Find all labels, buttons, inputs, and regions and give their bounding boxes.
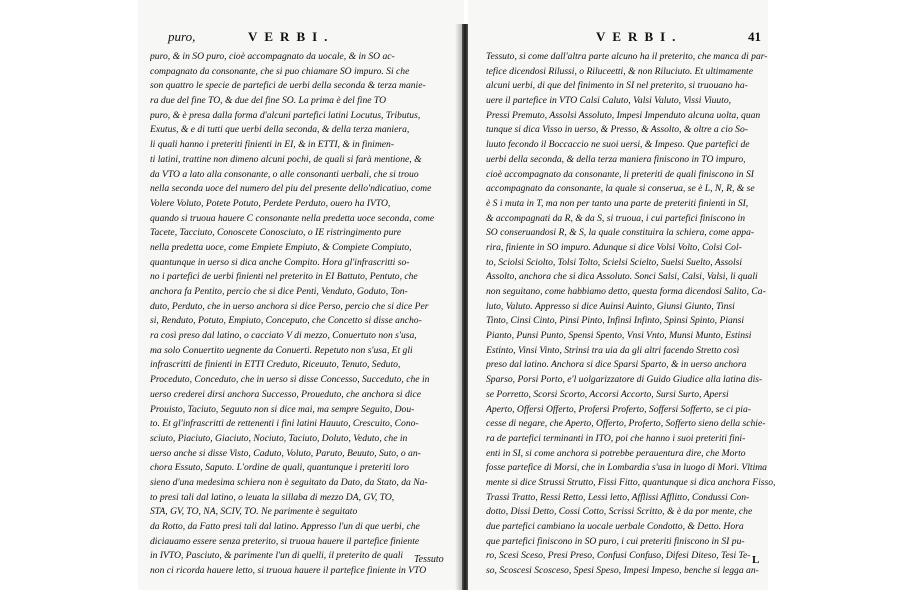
text-line: Sparso, Porsi Porto, e'l uolgarizzatore di Guido Giudice alla latina dis- bbox=[486, 374, 763, 386]
text-line: nella predetta uoce, come Empiete Empiuto, & Compiete Compiuto, bbox=[150, 241, 412, 253]
text-line: preso dal latino. Anchora si dice Sparsi Sparto, & in uerso anchora bbox=[486, 359, 747, 371]
text-line: luuto fecondo il Boccaccio ne suoi uersi, & Impeso. Que partefici de bbox=[486, 139, 750, 151]
text-line: to presi tali dal latino, o leuata la sillaba di mezzo DA, GV, TO, bbox=[150, 491, 395, 503]
text-line: Assolto, anchora che si dica Assoluto. Sonci Salsi, Calsi, Valsi, li quali bbox=[486, 271, 758, 283]
text-line: enti in SI, si come anchora si potrebbe perauentura dire, che Morto bbox=[486, 447, 746, 459]
text-line: Trassi Tratto, Ressi Retto, Lessi letto, Afflissi Afflitto, Condussi Con- bbox=[486, 491, 750, 503]
text-line: tefice dicendosi Rilussi, o Riluceetti, & non Riluciuto. Et ultimamente bbox=[486, 65, 753, 77]
text-line: ro, Scesi Sceso, Presi Preso, Confusi Confuso, Difesi Diteso, Tesi Te- bbox=[486, 550, 751, 562]
text-line: Tinto, Cinsi Cinto, Pinsi Pinto, Infinsi Infinto, Spinsi Spinto, Piansi bbox=[486, 315, 744, 327]
text-line: uerso crederei dirsi anchora Successo, Proueduto, che anchora si dice bbox=[150, 388, 421, 400]
text-line: compagnato da consonante, che si puo chiamare SO impuro. Si che bbox=[150, 65, 410, 77]
text-line: è S i muta in T, ma non per tanto una parte de preteriti finienti in SI, bbox=[486, 197, 749, 209]
text-line: uere il partefice in VTO Calsi Caluto, Valsi Valuto, Vissi Viuuto, bbox=[486, 95, 732, 107]
text-line: duto, Perduto, che in uerso anchora si dice Perso, percio che si dice Per bbox=[150, 300, 429, 312]
text-line: Volere Voluto, Potete Potuto, Perdete Perduto, ouero ha IVTO, bbox=[150, 197, 391, 209]
left-catchword: Tessuto bbox=[414, 554, 444, 565]
text-line: tunque si dica Visso in uerso, & Presso, & Assolto, & oltre a cio So- bbox=[486, 124, 748, 136]
left-page-header bbox=[138, 30, 464, 44]
text-line: Pressi Premuto, Assolsi Assoluto, Impesi Impenduto alcuna uolta, quan bbox=[486, 109, 761, 121]
text-line: puro, & in SO puro, cioè accompagnato da uocale, & in SO ac- bbox=[150, 51, 395, 62]
right-running-title: VERBI. bbox=[596, 29, 683, 44]
text-line: li quali hanno i preteriti finienti in EI, & in ETTI, & in finimen- bbox=[150, 139, 395, 151]
right-catchword: L bbox=[752, 554, 760, 566]
text-line: sciuto, Piaciuto, Giaciuto, Nociuto, Taciuto, Doluto, Veduto, che in bbox=[150, 432, 408, 444]
text-line: sieno d'una medesima schiera non è seguitato da Dato, da Stato, da Na- bbox=[150, 476, 428, 488]
text-line: son quattro le specie de partefici de uerbi della seconda & terza manie- bbox=[150, 80, 426, 92]
text-line: in IVTO, Pasciuto, & parimente l'un di quelli, il preterito de quali bbox=[150, 550, 404, 562]
text-line: quando si truoua hauere C consonante nella predetta uoce seconda, come bbox=[150, 212, 435, 224]
text-line: nella seconda uoce del numero del piu del presente dello'ndicatiuo, come bbox=[150, 183, 432, 195]
text-line: non ci ricorda hauere letto, si truoua hauere il partefice finiente in VTO bbox=[150, 565, 427, 577]
text-line: diciauamo essere senza preterito, si truoua hauere il partefice finiente bbox=[150, 535, 420, 547]
text-line: dotto, Dissi Detto, Cossi Cotto, Scrissi Scritto, & è da por mente, che bbox=[486, 506, 753, 518]
right-page-number: 41 bbox=[748, 29, 761, 44]
right-page bbox=[468, 0, 776, 590]
text-line: que partefici finiscono in SO puro, i cui preteriti finiscono in SI pu- bbox=[486, 535, 745, 547]
left-page-text bbox=[150, 50, 460, 579]
left-header-first-word: puro, bbox=[168, 29, 196, 44]
text-line: Prouisto, Taciuto, Seguuto non si dice mai, ma sempre Seguito, Dou- bbox=[150, 403, 415, 415]
text-line: luto, Valuto. Appresso si dice Auinsi Auinto, Giunsi Giunto, Tinsi bbox=[486, 300, 735, 312]
text-line: Tessuto, si come dall'altra parte alcuno ha il preterito, che manca di par- bbox=[486, 51, 768, 62]
text-line: accompagnato da consonante, la quale si conserua, se è L, N, R, & se bbox=[486, 183, 755, 195]
text-line: ma solo Conuertito uegnente da Conuerti. Repetuto non s'usa, Et gli bbox=[150, 344, 413, 356]
left-running-title: VERBI. bbox=[248, 29, 335, 44]
text-line: non seguitano, come habbiamo detto, questa forma dicendosi Salito, Ca- bbox=[486, 286, 766, 297]
text-line: ti latini, trattine non dimeno alcuni pochi, de quali si farà mentione, & bbox=[150, 153, 422, 165]
text-line: fosse partefice di Morsi, che in Lombardia s'usa in luogo di Mori. Vltima bbox=[486, 462, 767, 474]
text-line: Pianto, Punsi Punto, Spensi Spento, Vnsi Vnto, Munsi Munto, Estinsi bbox=[486, 330, 752, 342]
spine-shadow bbox=[455, 24, 462, 590]
text-line: Proceduto, Conceduto, che in uerso si disse Concesso, Succeduto, che in bbox=[150, 374, 430, 386]
text-line: mente si dice Strussi Strutto, Fissi Fitto, quantunque si dica anchora Fisso, bbox=[486, 476, 776, 488]
text-line: to. Et gl'infrascritti de rettenenti i fini latini Hauuto, Crescuito, Cono- bbox=[150, 418, 419, 430]
right-page-text bbox=[486, 50, 776, 579]
text-line: chora Essuto, Saputo. L'ordine de quali, quantunque i preteriti loro bbox=[150, 462, 409, 474]
text-line: Aperto, Offersi Offerto, Profersi Proferto, Soffersi Sofferto, se ci pia- bbox=[486, 403, 751, 415]
text-line: STA, GV, TO, NA, SCIV, TO. Ne parimente è seguitato bbox=[150, 506, 358, 518]
left-page bbox=[138, 0, 464, 590]
text-line: Estinto, Vinsi Vinto, Strinsi tra uia da gli altri facendo Stretto così bbox=[486, 344, 740, 356]
text-line: ra così preso dal latino, o cacciato V di mezzo, Conuertuto non s'usa, bbox=[150, 330, 417, 342]
text-line: due partefici cambiano la uocale uerbale Condotto, & Detto. Hora bbox=[486, 521, 744, 532]
text-line: da Rotto, da Fatto presi tali dal latino. Appresso l'un di que uerbi, che bbox=[150, 521, 420, 532]
text-line: ra de partefici terminanti in ITO, poi che hanno i suoi preteriti fini- bbox=[486, 432, 746, 444]
text-line: to, Sciolsi Sciolto, Tolsi Tolto, Scielsi Scielto, Suelsi Suelto, Assolsi bbox=[486, 256, 743, 268]
text-line: uerbi della seconda, & della terza maniera finiscono in TO impuro, bbox=[486, 153, 746, 165]
text-line: da VTO a lato alla consonante, o alle consonanti uerbali, che si trouo bbox=[150, 168, 419, 180]
text-line: puro, & è presa dalla forma d'alcuni partefici latini Locutus, Tributus, bbox=[150, 109, 421, 121]
text-line: rira, finiente in SO impuro. Adunque si dice Volsi Volto, Colsi Col- bbox=[486, 241, 742, 253]
text-line: quantunque in uerso si dica anche Compito. Hora gl'infrascritti so- bbox=[150, 256, 410, 268]
text-line: SO conseruandosi R, & S, la quale constituira la schiera, come appa- bbox=[486, 227, 755, 239]
text-line: & accompagnati da R, & da S, si truoua, i cui partefici finiscono in bbox=[486, 212, 746, 224]
text-line: si, Renduto, Potuto, Empiuto, Conceputo, che Concetto si disse ancho- bbox=[150, 315, 422, 327]
text-line: uerso anche si disse Visto, Caduto, Voluto, Paruto, Beuuto, Suto, o an- bbox=[150, 447, 421, 459]
text-line: anchora fa Pentito, percio che si dice Penti, Venduto, Goduto, Ton- bbox=[150, 286, 408, 297]
text-line: cesse di negare, che Aperto, Offerto, Proferto, Sofferto sieno della schie- bbox=[486, 418, 766, 430]
left-margin-blank bbox=[0, 0, 138, 590]
text-line: ra due del fine TO, & due del fine SO. La prima è del fine TO bbox=[150, 95, 387, 107]
text-line: Exutus, & e di tutti que uerbi della seconda, & della terza maniera, bbox=[150, 124, 410, 136]
text-line: alcuni uerbi, di que del finimento in SI nel preterito, si truouano ha- bbox=[486, 80, 748, 92]
text-line: so, Scoscesi Scosceso, Spesi Speso, Impesi Impeso, benche si legga an- bbox=[486, 565, 759, 577]
text-line: Tacete, Tacciuto, Conoscete Conosciuto, o IE ristringimento pure bbox=[150, 227, 402, 239]
right-page-header bbox=[468, 30, 768, 44]
text-line: se Porretto, Scorsi Scorto, Accorsi Accorto, Sursi Surto, Apersi bbox=[486, 388, 729, 400]
text-line: no i partefici de uerbi finienti nel preterito in EI Battuto, Pentuto, che bbox=[150, 271, 418, 283]
text-line: cioè accompagnato da consonante, li preteriti de quali finiscono in SI bbox=[486, 168, 754, 180]
text-line: infrascritti de finienti in ETTI Creduto, Riceuuto, Tenuto, Seduto, bbox=[150, 359, 401, 371]
